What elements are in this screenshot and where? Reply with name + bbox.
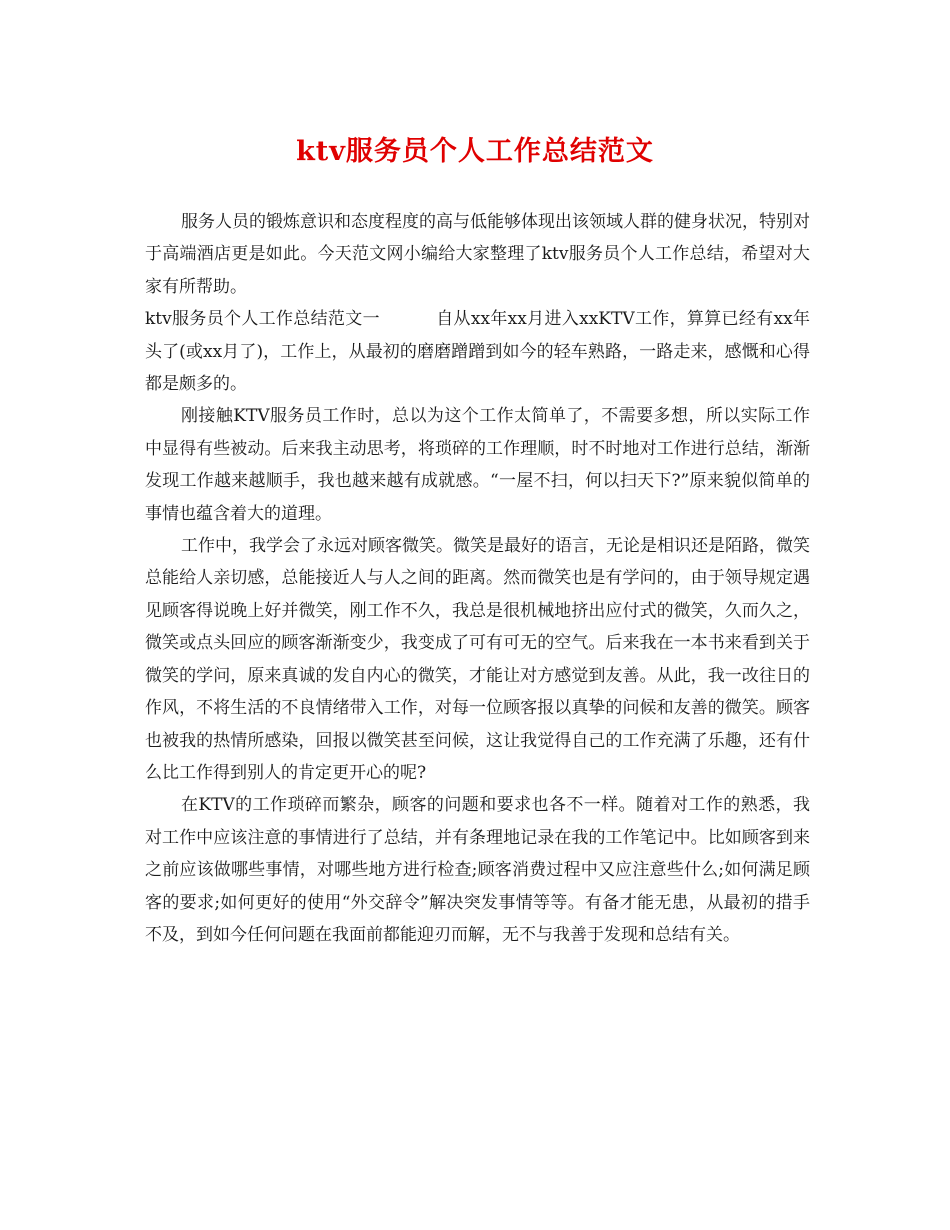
sample-one-body: 自从xx年xx月进入xxKTV工作，算算已经有xx年头了(或xx月了)，工作上，从最初的磨磨蹭蹭到如今的轻车熟路，一路走来，感慨和心得都是颇多的。 [145, 309, 810, 395]
paragraph-summary: 在KTV的工作琐碎而繁杂，顾客的问题和要求也各不一样。随着对工作的熟悉，我对工作中应该注意的事情进行了总结，并有条理地记录在我的工作笔记中。比如顾客到来之前应该做哪些事情，对哪些地方进行检查;顾客消费过程中又应注意些什么;如何满足顾客的要求;如何更好的使用“外交辞令”解决突发事情等等。有备才能无患，从最初的措手不及，到如今任何问题在我面前都能迎刃而解，无不与我善于发现和总结有关。 [145, 795, 810, 945]
document-body [145, 206, 810, 951]
paragraph-intro: 服务人员的锻炼意识和态度程度的高与低能够体现出该领域人群的健身状况，特别对于高端酒店更是如此。今天范文网小编给大家整理了ktv服务员个人工作总结，希望对大家有所帮助。 [145, 212, 810, 297]
document-title: ktv服务员个人工作总结范文 [296, 136, 654, 167]
paragraph-first-contact: 刚接触KTV服务员工作时，总以为这个工作太简单了，不需要多想，所以实际工作中显得有些被动。后来我主动思考，将琐碎的工作理顺，时不时地对工作进行总结，渐渐发现工作越来越顺手，我也越来越有成就感。“一屋不扫，何以扫天下?”原来貌似简单的事情也蕴含着大的道理。 [145, 406, 810, 524]
paragraph-smile: 工作中，我学会了永远对顾客微笑。微笑是最好的语言，无论是相识还是陌路，微笑总能给人亲切感，总能接近人与人之间的距离。然而微笑也是有学问的，由于领导规定遇见顾客得说晚上好并微笑，刚工作不久，我总是很机械地挤出应付式的微笑，久而久之，微笑或点头回应的顾客渐渐变少，我变成了可有可无的空气。后来我在一本书来看到关于微笑的学问，原来真诚的发自内心的微笑，才能让对方感觉到友善。从此，我一改往日的作风，不将生活的不良情绪带入工作，对每一位顾客报以真挚的问候和友善的微笑。顾客也被我的热情所感染，回报以微笑甚至问候，这让我觉得自己的工作充满了乐趣，还有什么比工作得到别人的肯定更开心的呢? [145, 536, 810, 783]
paragraph-sample-one [145, 303, 810, 400]
sample-heading: ktv服务员个人工作总结范文一 [145, 309, 380, 330]
